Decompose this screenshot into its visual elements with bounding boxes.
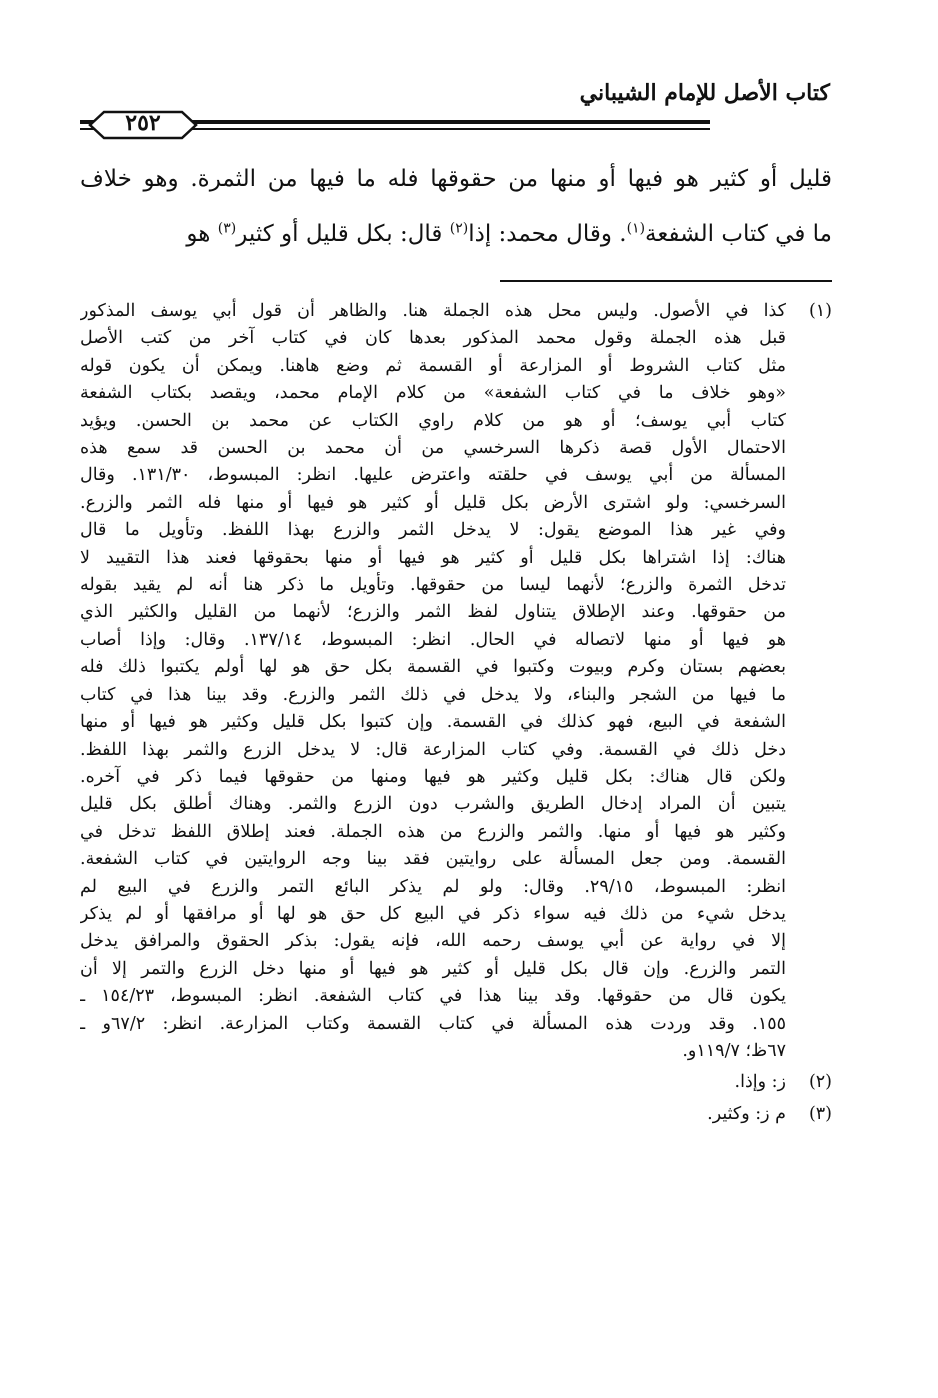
footnote-line: من حقوقها. وعند الإطلاق يتناول لفظ الثمر والزرع؛ لأنهما من القليل والكثير الذي — [80, 602, 786, 623]
main-text-segment: . وقال محمد: إذا — [468, 221, 627, 247]
footnote-ref-1[interactable]: (١) — [626, 220, 646, 237]
footnote-line: ما فيها من الشجر والبناء، ولا يدخل في ذلك الثمر والزرع. وقد بينا هذا في كتاب — [80, 684, 786, 705]
footnote-line: التمر والزرع. وإن قال بكل قليل أو كثير هو فيها أو منها دخل الزرع والتمر إلا أن — [80, 958, 786, 979]
footnote-line: «وهو خلاف ما في كتاب الشفعة» من كلام الإمام محمد، ويقصد بكتاب الشفعة — [80, 383, 786, 404]
footnotes — [80, 298, 832, 1128]
footnote-line: القسمة. ومن جعل المسألة على روايتين فقد بينا وجه الروايتين في كتاب الشفعة. — [80, 849, 786, 870]
footnote-number: (١) — [808, 301, 832, 321]
footnote-line: قبل هذه الجملة وقول محمد المذكور بعدها كان في كتاب آخر من كتب الأصل — [80, 328, 786, 349]
footnote-line: هو فيها أو منها لاتصاله في الحال. انظر: المبسوط، ١٣٧/١٤. وقال: وإذا أصاب — [80, 629, 786, 650]
footnote-number: (٣) — [808, 1103, 832, 1124]
main-text-segment: قال: بكل قليل أو كثير — [236, 221, 450, 247]
footnote-ref-2[interactable]: (٢) — [449, 220, 469, 237]
footnote-line: يدخل شيء من ذلك فيه سواء ذكر في البيع كل حق هو لها أو مرافقها أو لم يذكر — [80, 903, 786, 924]
footnote-number: (٢) — [808, 1072, 832, 1093]
footnote-line: المسألة من أبي يوسف في حلقته واعترض عليها. انظر: المبسوط، ١٣١/٣٠. وقال — [80, 465, 786, 486]
footnote-line: ولكن قال هناك: بكل قليل وكثير هو فيها ومنها من حقوقها فيما ذكر في آخره. — [80, 766, 786, 787]
footnote-3 — [80, 1101, 832, 1128]
footnote-line: وكثير هو فيها أو منها. والثمر والزرع من هذه الجملة. فعند إطلاق اللفظ تدخل في — [80, 821, 786, 842]
main-text-segment: ما في كتاب الشفعة — [645, 221, 832, 247]
main-text-line-1: قليل أو كثير هو فيها أو منها من حقوقها فله ما فيها من الثمرة. وهو خلاف — [80, 166, 832, 192]
main-text — [80, 152, 832, 262]
footnote-2 — [80, 1069, 832, 1096]
footnote-line: وفي غير هذا الموضع يقول: لا يدخل الثمر والزرع بهذا اللفظ. وتأويل ما قال — [80, 520, 786, 541]
book-title: كتاب الأصل للإمام الشيباني — [579, 80, 830, 106]
footnote-line: دخل ذلك في القسمة. وفي كتاب المزارعة قال: لا يدخل الزرع والثمر بهذا اللفظ. — [80, 739, 786, 760]
footnote-line: ١٥٥. وقد وردت هذه المسألة في كتاب القسمة وكتاب المزارعة. انظر: ٦٧/٢و ـ — [80, 1013, 786, 1034]
footnote-line: تدخل الثمرة والزرع؛ لأنهما ليسا من حقوقها. وتأويل ما ذكر هنا أنه لم يقيد بقوله — [80, 575, 786, 596]
footnote-line: كذا في الأصول. وليس محل هذه الجملة هنا. والظاهر أن قول أبي يوسف المذكور — [80, 301, 786, 321]
main-text-segment: هو — [186, 221, 218, 247]
page-number: ٢٥٢ — [125, 110, 161, 136]
footnote-line: السرخسي: ولو اشترى الأرض بكل قليل أو كثير هو فيها أو منها فله الثمر والزرع. — [80, 492, 786, 513]
footnote-line: الشفعة في البيع، فهو كذلك في القسمة. وإن كتبوا بكل قليل وكثير هو فيها أو منها — [80, 712, 786, 733]
footnote-line: كتاب أبي يوسف؛ أو هو من كلام راوي الكتاب عن محمد بن الحسن. ويؤيد — [80, 410, 786, 431]
footnote-line: هناك: إذا اشتراها بكل قليل أو كثير هو فيها أو منها بحقوقها فعند هذا التقييد لا — [80, 547, 786, 568]
main-text-line-2 — [80, 207, 832, 262]
page-number-badge — [88, 108, 198, 142]
footnote-separator — [500, 280, 832, 282]
footnote-line: ز: وإذا. — [734, 1072, 786, 1093]
footnote-1 — [80, 298, 832, 1065]
footnote-line: ٦٧ظ؛ ١١٩/٧و. — [682, 1040, 786, 1061]
page-header — [80, 80, 830, 140]
footnote-line: إلا في رواية عن أبي يوسف رحمه الله، فإنه يقول: بذكر الحقوق والمرافق يدخل — [80, 931, 786, 952]
footnote-line: انظر: المبسوط، ٢٩/١٥. وقال: ولو لم يذكر البائع التمر والزرع في البيع لم — [80, 876, 786, 897]
footnote-line: مثل كتاب الشروط أو المزارعة أو القسمة ثم وضع هاهنا. ويمكن أن يكون قوله — [80, 355, 786, 376]
footnote-line: يتبين أن المراد إدخال الطريق والشرب دون الزرع والثمر. وهناك أطلق بكل قليل — [80, 794, 786, 815]
footnote-line: م ز: وكثير. — [707, 1103, 786, 1124]
footnote-ref-3[interactable]: (٣) — [217, 220, 237, 237]
footnote-line: يكون قال من حقوقها. وقد بينا هذا في كتاب الشفعة. انظر: المبسوط، ١٥٤/٢٣ ـ — [80, 986, 786, 1007]
footnote-line: بعضهم بستان وكرم وبيوت وكتبوا في القسمة بكل حق هو لها أولم يكتبوا ذلك فله — [80, 657, 786, 678]
footnote-line: الاحتمال الأول قصة ذكرها السرخسي من أن محمد بن الحسن قد سمع هذه — [80, 438, 786, 459]
